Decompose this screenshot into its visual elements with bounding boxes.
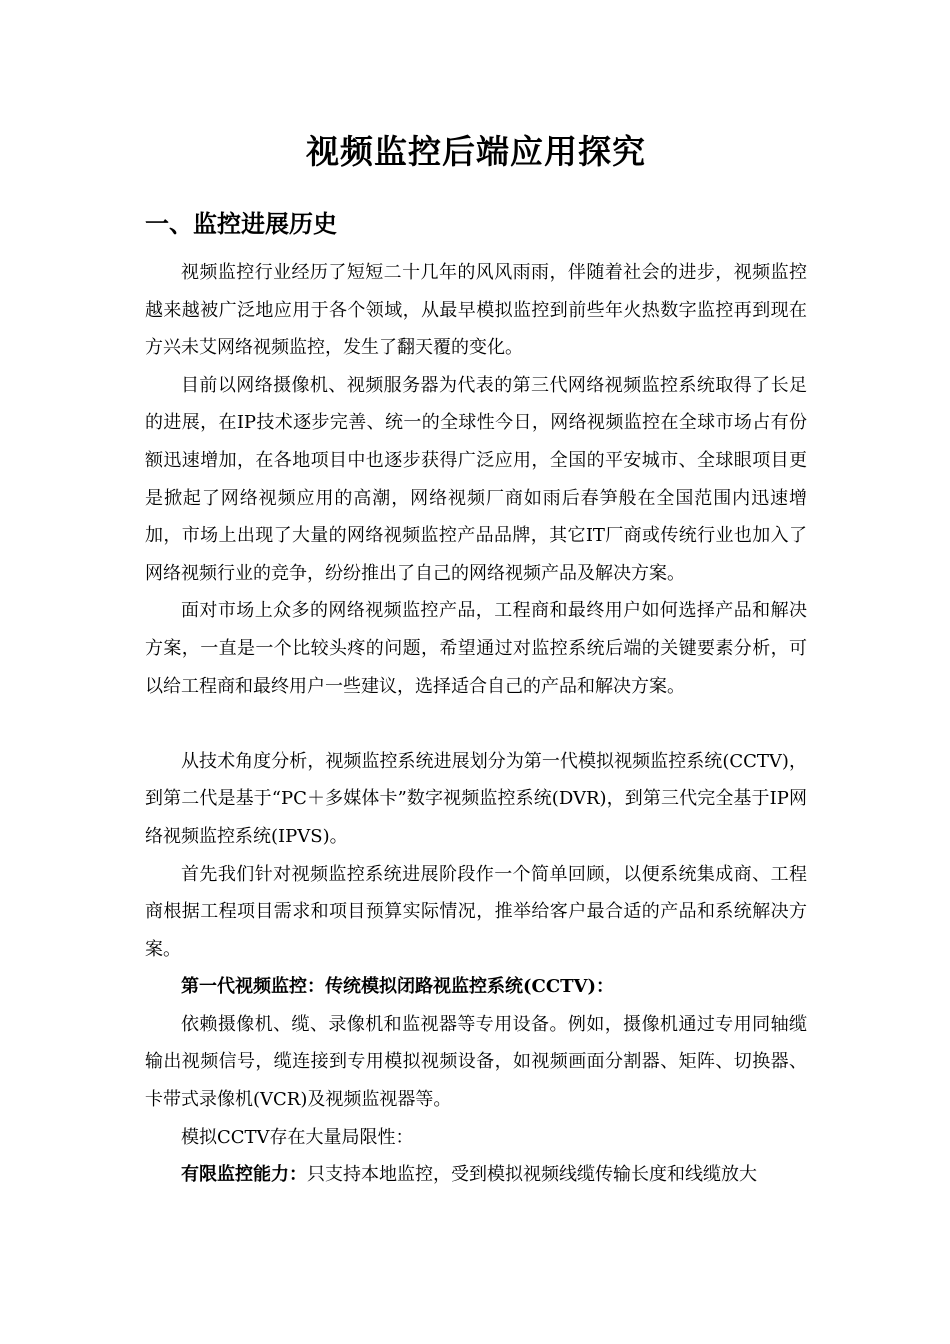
paragraph-limited-monitoring bbox=[145, 1156, 807, 1194]
paragraph-cctv-limitations: 模拟CCTV存在大量局限性： bbox=[181, 1126, 414, 1148]
paragraph-review: 首先我们针对视频监控系统进展阶段作一个简单回顾，以便系统集成商、工程商根据工程项目需求和项目预算实际情况，推举给客户最合适的产品和系统解决方案。 bbox=[145, 863, 807, 960]
limited-monitoring-text: 只支持本地监控，受到模拟视频线缆传输长度和线缆放大 bbox=[307, 1164, 757, 1186]
paragraph-technical-generations: 从技术角度分析，视频监控系统进展划分为第一代模拟视频监控系统(CCTV)，到第二代是基于“PC＋多媒体卡”数字视频监控系统(DVR)，到第三代完全基于IP网络视频监控系统(IPVS)。 bbox=[145, 750, 807, 847]
heading-first-generation: 第一代视频监控：传统模拟闭路视监控系统(CCTV)： bbox=[181, 976, 615, 998]
paragraph-third-generation: 目前以网络摄像机、视频服务器为代表的第三代网络视频监控系统取得了长足的进展，在IP技术逐步完善、统一的全球性今日，网络视频监控在全球市场占有份额迅速增加，在各地项目中也逐步获得广泛应用，全国的平安城市、全球眼项目更是掀起了网络视频应用的高潮，网络视频厂商如雨后春笋般在全国范围内迅速增加，市场上出现了大量的网络视频监控产品品牌，其它IT厂商或传统行业也加入了网络视频行业的竞争，纷纷推出了自己的网络视频产品及解决方案。 bbox=[145, 374, 807, 584]
blank-line bbox=[145, 705, 807, 743]
limited-monitoring-label: 有限监控能力： bbox=[181, 1164, 307, 1186]
paragraph-intro: 视频监控行业经历了短短二十几年的风风雨雨，伴随着社会的进步，视频监控越来越被广泛地应用于各个领域，从最早模拟监控到前些年火热数字监控再到现在方兴未艾网络视频监控，发生了翻天覆的变化。 bbox=[145, 262, 807, 359]
section-heading-history: 一、监控进展历史 bbox=[145, 210, 337, 238]
document-body bbox=[145, 128, 807, 1194]
paragraph-product-selection: 面对市场上众多的网络视频监控产品，工程商和最终用户如何选择产品和解决方案，一直是一个比较头疼的问题，希望通过对监控系统后端的关键要素分析，可以给工程商和最终用户一些建议，选择适合自己的产品和解决方案。 bbox=[145, 600, 807, 697]
paragraph-cctv-equipment: 依赖摄像机、缆、录像机和监视器等专用设备。例如，摄像机通过专用同轴缆输出视频信号，缆连接到专用模拟视频设备，如视频画面分割器、矩阵、切换器、卡带式录像机(VCR)及视频监视器等。 bbox=[145, 1013, 807, 1111]
document-title: 视频监控后端应用探究 bbox=[306, 132, 646, 171]
